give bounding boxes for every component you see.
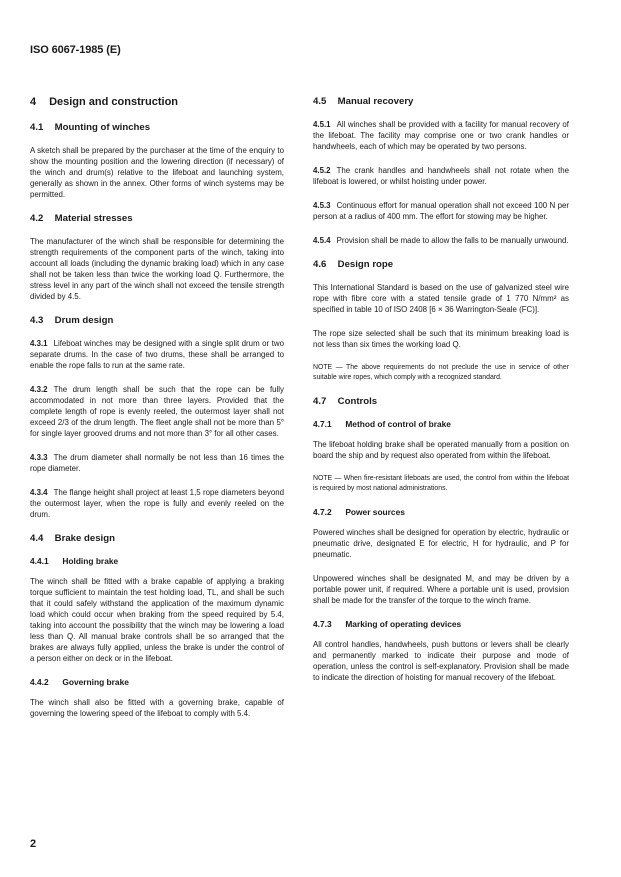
section-4-6-body-1: This International Standard is based on the use of galvanized steel wire rope with fibre core with a stated tensile grade of 1 770 N/mm² as specified in table 10 of ISO 2408 [6 × 36 Warrington-Seale (FC)].	[313, 283, 569, 314]
clause-body: Lifeboat winches may be designed with a single split drum or two separate drums. In the case of two drums, these shall be arranged to enable the rope falls to run at the same rate.	[30, 339, 284, 370]
section-4-3-2	[30, 384, 284, 439]
section-title: Material stresses	[54, 213, 133, 224]
section-4-7-1-heading	[313, 419, 569, 429]
section-title: Controls	[337, 396, 378, 407]
section-4-6-heading	[313, 259, 569, 270]
section-number: 4.4	[30, 533, 44, 544]
section-4-5-heading	[313, 96, 569, 107]
section-4-2-heading	[30, 213, 284, 224]
clause-body: The crank handles and handwheels shall not rotate when the lifeboat is lowered, or whilst hoisting under power.	[313, 166, 569, 186]
document-id: ISO 6067-1985 (E)	[30, 44, 121, 56]
left-column	[30, 96, 284, 732]
clause-body: The flange height shall project at least 1,5 rope diameters beyond the outermost layer, when the rope is fully and evenly reeled on the drum.	[30, 488, 284, 519]
section-title: Manual recovery	[337, 96, 414, 107]
clause-number: 4.5.4	[313, 236, 331, 245]
section-number: 4.4.1	[30, 556, 49, 566]
clause-number: 4.3.4	[30, 488, 48, 497]
section-number: 4.7	[313, 396, 327, 407]
section-4-5-3	[313, 200, 569, 222]
section-4-4-1-heading	[30, 556, 284, 566]
section-4-5-4	[313, 235, 569, 246]
section-title: Governing brake	[62, 677, 129, 687]
section-4-7-heading	[313, 396, 569, 407]
section-number: 4.7.2	[313, 507, 332, 517]
section-4-7-2-heading	[313, 507, 569, 517]
section-4-4-2-body: The winch shall also be fitted with a governing brake, capable of governing the lowering speed of the lifeboat to comply with 5.4.	[30, 698, 284, 718]
section-4-4-1-body: The winch shall be fitted with a brake capable of applying a braking torque sufficient to maintain the test holding load, TL, and shall be such that it could safely withstand the application of the maximum dynamic load which could occur when braking from the speed required by 5.4, taking into account the possibility that the winch may be lowering a load less than Q. All manual brake controls shall be so arranged that the brakes are always fully applied, unless the brake is under the control of a person either on deck or in the lifeboat.	[30, 577, 284, 663]
section-4-5-2	[313, 165, 569, 187]
section-4-7-2-body-1: Powered winches shall be designed for operation by electric, hydraulic or pneumatic drive, designated E for electric, H for hydraulic, and P for pneumatic.	[313, 528, 569, 559]
clause-body: The drum diameter shall normally be not less than 16 times the rope diameter.	[30, 453, 284, 473]
section-4-7-3-body: All control handles, handwheels, push buttons or levers shall be clearly and permanently marked to indicate their purpose and mode of operation, unless the control is self-explanatory. Provision shall be made to indicate the direction of hoisting for manual recovery of the lifeboat.	[313, 640, 569, 682]
clause-number: 4.3.2	[30, 385, 48, 394]
section-title: Design rope	[337, 259, 394, 270]
clause-number: 4.3.1	[30, 339, 48, 348]
section-number: 4.1	[30, 122, 44, 133]
clause-number: 4.5.2	[313, 166, 331, 175]
section-4-3-heading	[30, 315, 284, 326]
section-title: Drum design	[54, 315, 114, 326]
section-4-7-3-heading	[313, 619, 569, 629]
section-4-heading	[30, 96, 284, 108]
section-4-7-1-note: NOTE — When fire-resistant lifeboats are used, the control from within the lifeboat is required by most national administrations.	[313, 475, 569, 492]
section-4-5-1	[313, 119, 569, 152]
section-title: Design and construction	[49, 96, 179, 108]
section-4-2-body: The manufacturer of the winch shall be responsible for determining the strength requirements of the component parts of the winch, taking into account all loads (including the dynamic braking load) which in any case shall not be taken less than twice the working load Q. Furthermore, the stress level in any part of the winch shall not exceed the tensile strength divided by 4.5.	[30, 237, 284, 301]
section-title: Power sources	[345, 507, 405, 517]
section-number: 4.4.2	[30, 677, 49, 687]
clause-body: All winches shall be provided with a facility for manual recovery of the lifeboat. The facility may comprise one or two crank handles or handwheels, each of which may be operated by two persons.	[313, 120, 569, 151]
section-number: 4.7.3	[313, 619, 332, 629]
clause-number: 4.3.3	[30, 453, 48, 462]
right-column	[313, 96, 569, 696]
section-number: 4.5	[313, 96, 327, 107]
section-4-4-2-heading	[30, 677, 284, 687]
section-title: Method of control of brake	[345, 419, 451, 429]
section-title: Marking of operating devices	[345, 619, 462, 629]
section-number: 4.7.1	[313, 419, 332, 429]
section-number: 4.6	[313, 259, 327, 270]
section-4-7-1-body: The lifeboat holding brake shall be operated manually from a position on board the ship and by request also operated from within the lifeboat.	[313, 440, 569, 460]
section-4-1-body: A sketch shall be prepared by the purchaser at the time of the enquiry to show the mounting position and the lowering direction (if necessary) of the winch and drum(s) relative to the lifeboat and launching system, generally as shown in the annex. Other forms of winch systems may be permitted.	[30, 146, 284, 199]
section-4-4-heading	[30, 533, 284, 544]
clause-body: Continuous effort for manual operation shall not exceed 100 N per person at a radius of 400 mm. The effort for stowing may be higher.	[313, 201, 569, 221]
section-4-7-2-body-2: Unpowered winches shall be designated M, and may be driven by a portable power unit, if required. Where a portable unit is used, provision shall be made for the transfer of the torque to the winch frame.	[313, 574, 569, 605]
section-title: Brake design	[54, 533, 115, 544]
section-4-3-1	[30, 338, 284, 371]
section-number: 4.3	[30, 315, 44, 326]
clause-number: 4.5.3	[313, 201, 331, 210]
section-number: 4	[30, 96, 37, 108]
section-4-1-heading	[30, 122, 284, 133]
clause-number: 4.5.1	[313, 120, 331, 129]
clause-body: The drum length shall be such that the rope can be fully accommodated in not more than three layers. Provided that the complete length of rope is evenly reeled, the outermost layer shall not exceed 2/3 of the drum length. The fleet angle shall not be more than 5° for single layer grooved drums and not more than 3° for all other cases.	[30, 385, 284, 438]
section-4-6-note: NOTE — The above requirements do not preclude the use in service of other suitable wire ropes, which comply with a recognized standard.	[313, 364, 569, 381]
page-number: 2	[30, 838, 37, 850]
clause-body: Provision shall be made to allow the falls to be manually unwound.	[336, 236, 569, 245]
section-title: Holding brake	[62, 556, 119, 566]
section-4-3-3	[30, 452, 284, 474]
section-4-6-body-2: The rope size selected shall be such that its minimum breaking load is not less than six times the working load Q.	[313, 329, 569, 349]
section-title: Mounting of winches	[54, 122, 151, 133]
section-4-3-4	[30, 487, 284, 520]
section-number: 4.2	[30, 213, 44, 224]
